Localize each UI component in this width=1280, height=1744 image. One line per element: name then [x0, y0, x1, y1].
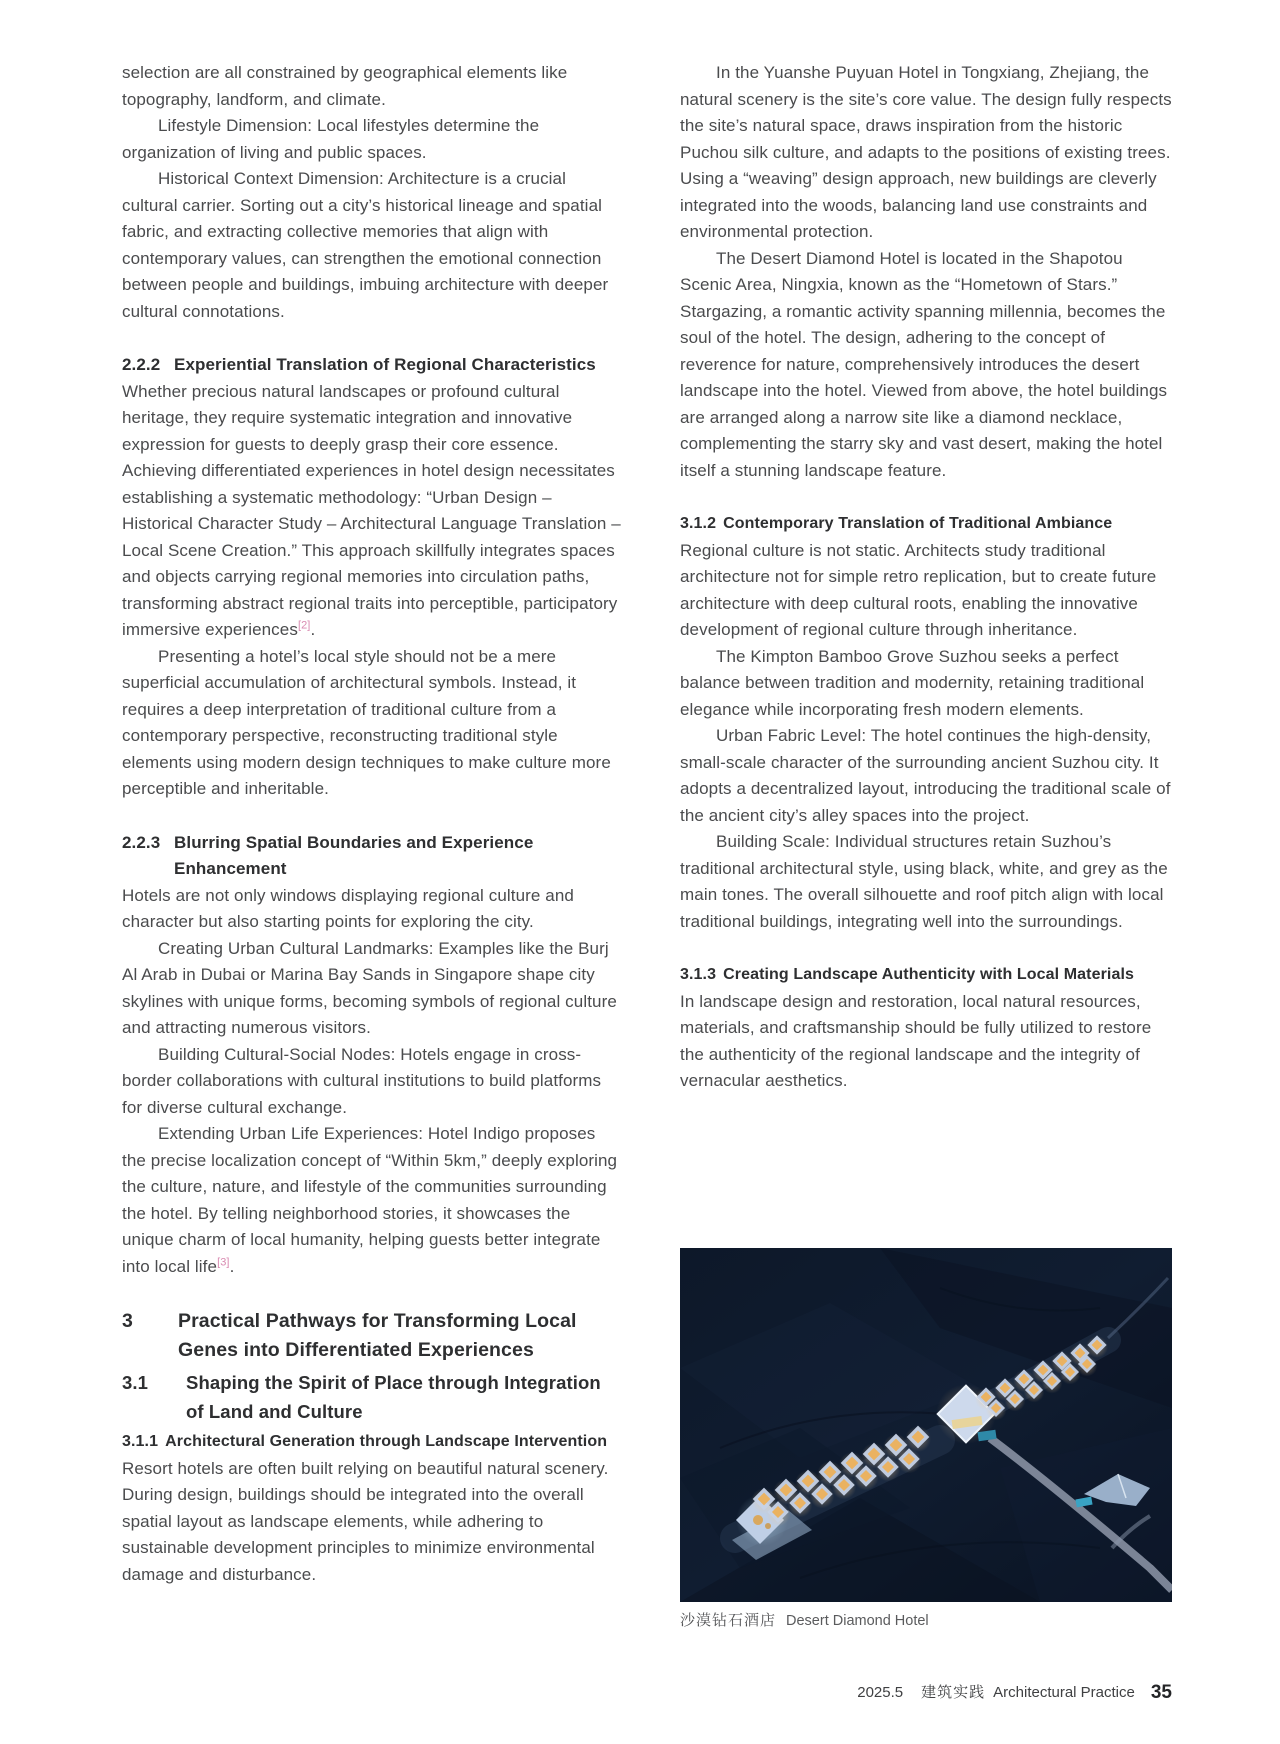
footer-page-number: 35 — [1150, 1682, 1172, 1703]
section-title: Blurring Spatial Boundaries and Experience Enhancement — [174, 832, 534, 878]
reference-marker: [2] — [297, 619, 311, 632]
section-number: 3.1.3 — [680, 966, 717, 983]
paragraph: Historical Context Dimension: Architecture is a crucial cultural carrier. Sorting out a city’s historical lineage and spatial fabric, and extracting collective memories that align with contemporary values, can strengthen the emotional connection between people and buildings, imbuing architecture with deeper cultural connotations. — [122, 169, 609, 321]
section-number: 3 — [122, 1310, 133, 1332]
section-number: 2.2.2 — [122, 355, 161, 374]
paragraph: The Desert Diamond Hotel is located in the Shapotou Scenic Area, Ningxia, known as the “Hometown of Stars.” Stargazing, a romantic activity spanning millennia, becomes the soul of the hotel. The design, adhering to the concept of reverence for nature, comprehensively introduces the desert landscape into the hotel. Viewed from above, the hotel buildings are arranged along a narrow site like a diamond necklace, complementing the starry sky and vast desert, making the hotel itself a stunning landscape feature. — [680, 248, 1168, 480]
section-heading — [680, 511, 1172, 538]
paragraph: Presenting a hotel’s local style should not be a mere superficial accumulation of architectural symbols. Instead, it requires a deep interpretation of traditional culture from a contemporary perspective, reconstructing traditional style elements using modern design techniques to make culture more perceptible and inheritable. — [122, 646, 611, 798]
paragraph: In landscape design and restoration, local natural resources, materials, and craftsmanship should be fully utilized to restore the authenticity of the regional landscape and the integrity of vernacular aesthetics. — [680, 991, 1152, 1090]
section-title: Shaping the Spirit of Place through Integration of Land and Culture — [186, 1372, 601, 1422]
figure-caption-en: Desert Diamond Hotel — [786, 1613, 929, 1629]
section-heading — [122, 830, 622, 883]
footer-issue: 2025.5 — [857, 1684, 904, 1701]
paragraph: Building Scale: Individual structures retain Suzhou’s traditional architectural style, using black, white, and grey as the main tones. The overall silhouette and roof pitch align with local traditional buildings, integrating well into the surroundings. — [680, 832, 1168, 931]
paragraph: Extending Urban Life Experiences: Hotel Indigo proposes the precise localization concept of “Within 5km,” deeply exploring the culture, nature, and lifestyle of the communities surrounding the hotel. By telling neighborhood stories, it showcases the unique charm of local humanity, helping guests better integrate into local life[3]. — [122, 1124, 618, 1276]
section-title: Creating Landscape Authenticity with Local Materials — [723, 966, 1135, 983]
desert-diamond-hotel-photo — [680, 1248, 1172, 1602]
paragraph: Resort hotels are often built relying on beautiful natural scenery. During design, buildings should be integrated into the overall spatial layout as landscape elements, while adhering to sustainable development principles to minimize environmental damage and disturbance. — [122, 1458, 609, 1584]
section-heading — [122, 1429, 622, 1456]
paragraph: Whether precious natural landscapes or profound cultural heritage, they require systematic integration and innovative expression for guests to deeply grasp their core essence. Achieving differentiated experiences in hotel design necessitates establishing a systematic methodology: “Urban Design – Historical Character Study – Architectural Language Translation – Local Scene Creation.” This approach skillfully integrates spaces and objects carrying regional memories into circulation paths, transforming abstract regional traits into perceptible, participatory immersive experiences[2]. — [122, 381, 621, 639]
section-number: 3.1.2 — [680, 515, 717, 532]
paragraph: Urban Fabric Level: The hotel continues the high-density, small-scale character of the surrounding ancient Suzhou city. It adopts a decentralized layout, introducing the traditional scale of the ancient city’s alley spaces into the project. — [680, 726, 1171, 825]
paragraph: In the Yuanshe Puyuan Hotel in Tongxiang, Zhejiang, the natural scenery is the site’s core value. The design fully respects the site’s natural space, draws inspiration from the historic Puchou silk culture, and adapts to the positions of existing trees. Using a “weaving” design approach, new buildings are cleverly integrated into the woods, balancing land use constraints and environmental protection. — [680, 63, 1172, 241]
paragraph: Hotels are not only windows displaying regional culture and character but also starting points for exploring the city. — [122, 885, 574, 931]
section-title: Architectural Generation through Landscape Intervention — [165, 1433, 608, 1450]
paragraph: Building Cultural-Social Nodes: Hotels engage in cross-border collaborations with cultural institutions to build platforms for diverse cultural exchange. — [122, 1044, 602, 1117]
paragraph: The Kimpton Bamboo Grove Suzhou seeks a perfect balance between tradition and modernity, retaining traditional elegance while incorporating fresh modern elements. — [680, 646, 1145, 719]
paragraph: selection are all constrained by geographical elements like topography, landform, and climate. — [122, 63, 568, 109]
figure-desert-diamond-hotel — [680, 1248, 1172, 1631]
section-title: Practical Pathways for Transforming Local Genes into Differentiated Experiences — [178, 1310, 577, 1361]
section-number: 2.2.3 — [122, 832, 161, 852]
footer-journal-en: Architectural Practice — [993, 1684, 1135, 1701]
reference-marker: [3] — [217, 1255, 230, 1268]
section-number: 3.1 — [122, 1372, 149, 1393]
section-number: 3.1.1 — [122, 1433, 159, 1450]
figure-caption-zh: 沙漠钻石酒店 — [680, 1612, 777, 1629]
section-title: Experiential Translation of Regional Characteristics — [174, 355, 596, 374]
section-heading — [122, 352, 622, 379]
paragraph: Regional culture is not static. Architects study traditional architecture not for simple retro replication, but to create future architecture with deep cultural roots, enabling the innovative development of regional culture through inheritance. — [680, 540, 1157, 639]
section-title: Contemporary Translation of Traditional Ambiance — [723, 515, 1113, 532]
section-heading — [122, 1368, 622, 1426]
paragraph: Creating Urban Cultural Landmarks: Examples like the Burj Al Arab in Dubai or Marina Bay Sands in Singapore shape city skylines with unique forms, becoming symbols of regional culture and attracting numerous visitors. — [122, 938, 617, 1037]
section-heading — [680, 962, 1172, 989]
footer-journal-zh: 建筑实践 — [921, 1684, 986, 1701]
right-column — [680, 60, 1172, 1095]
paragraph: Lifestyle Dimension: Local lifestyles determine the organization of living and public spaces. — [122, 116, 540, 162]
figure-caption — [680, 1611, 1172, 1631]
page-footer — [0, 1682, 1172, 1704]
left-column — [122, 60, 622, 1588]
section-heading — [122, 1307, 622, 1365]
